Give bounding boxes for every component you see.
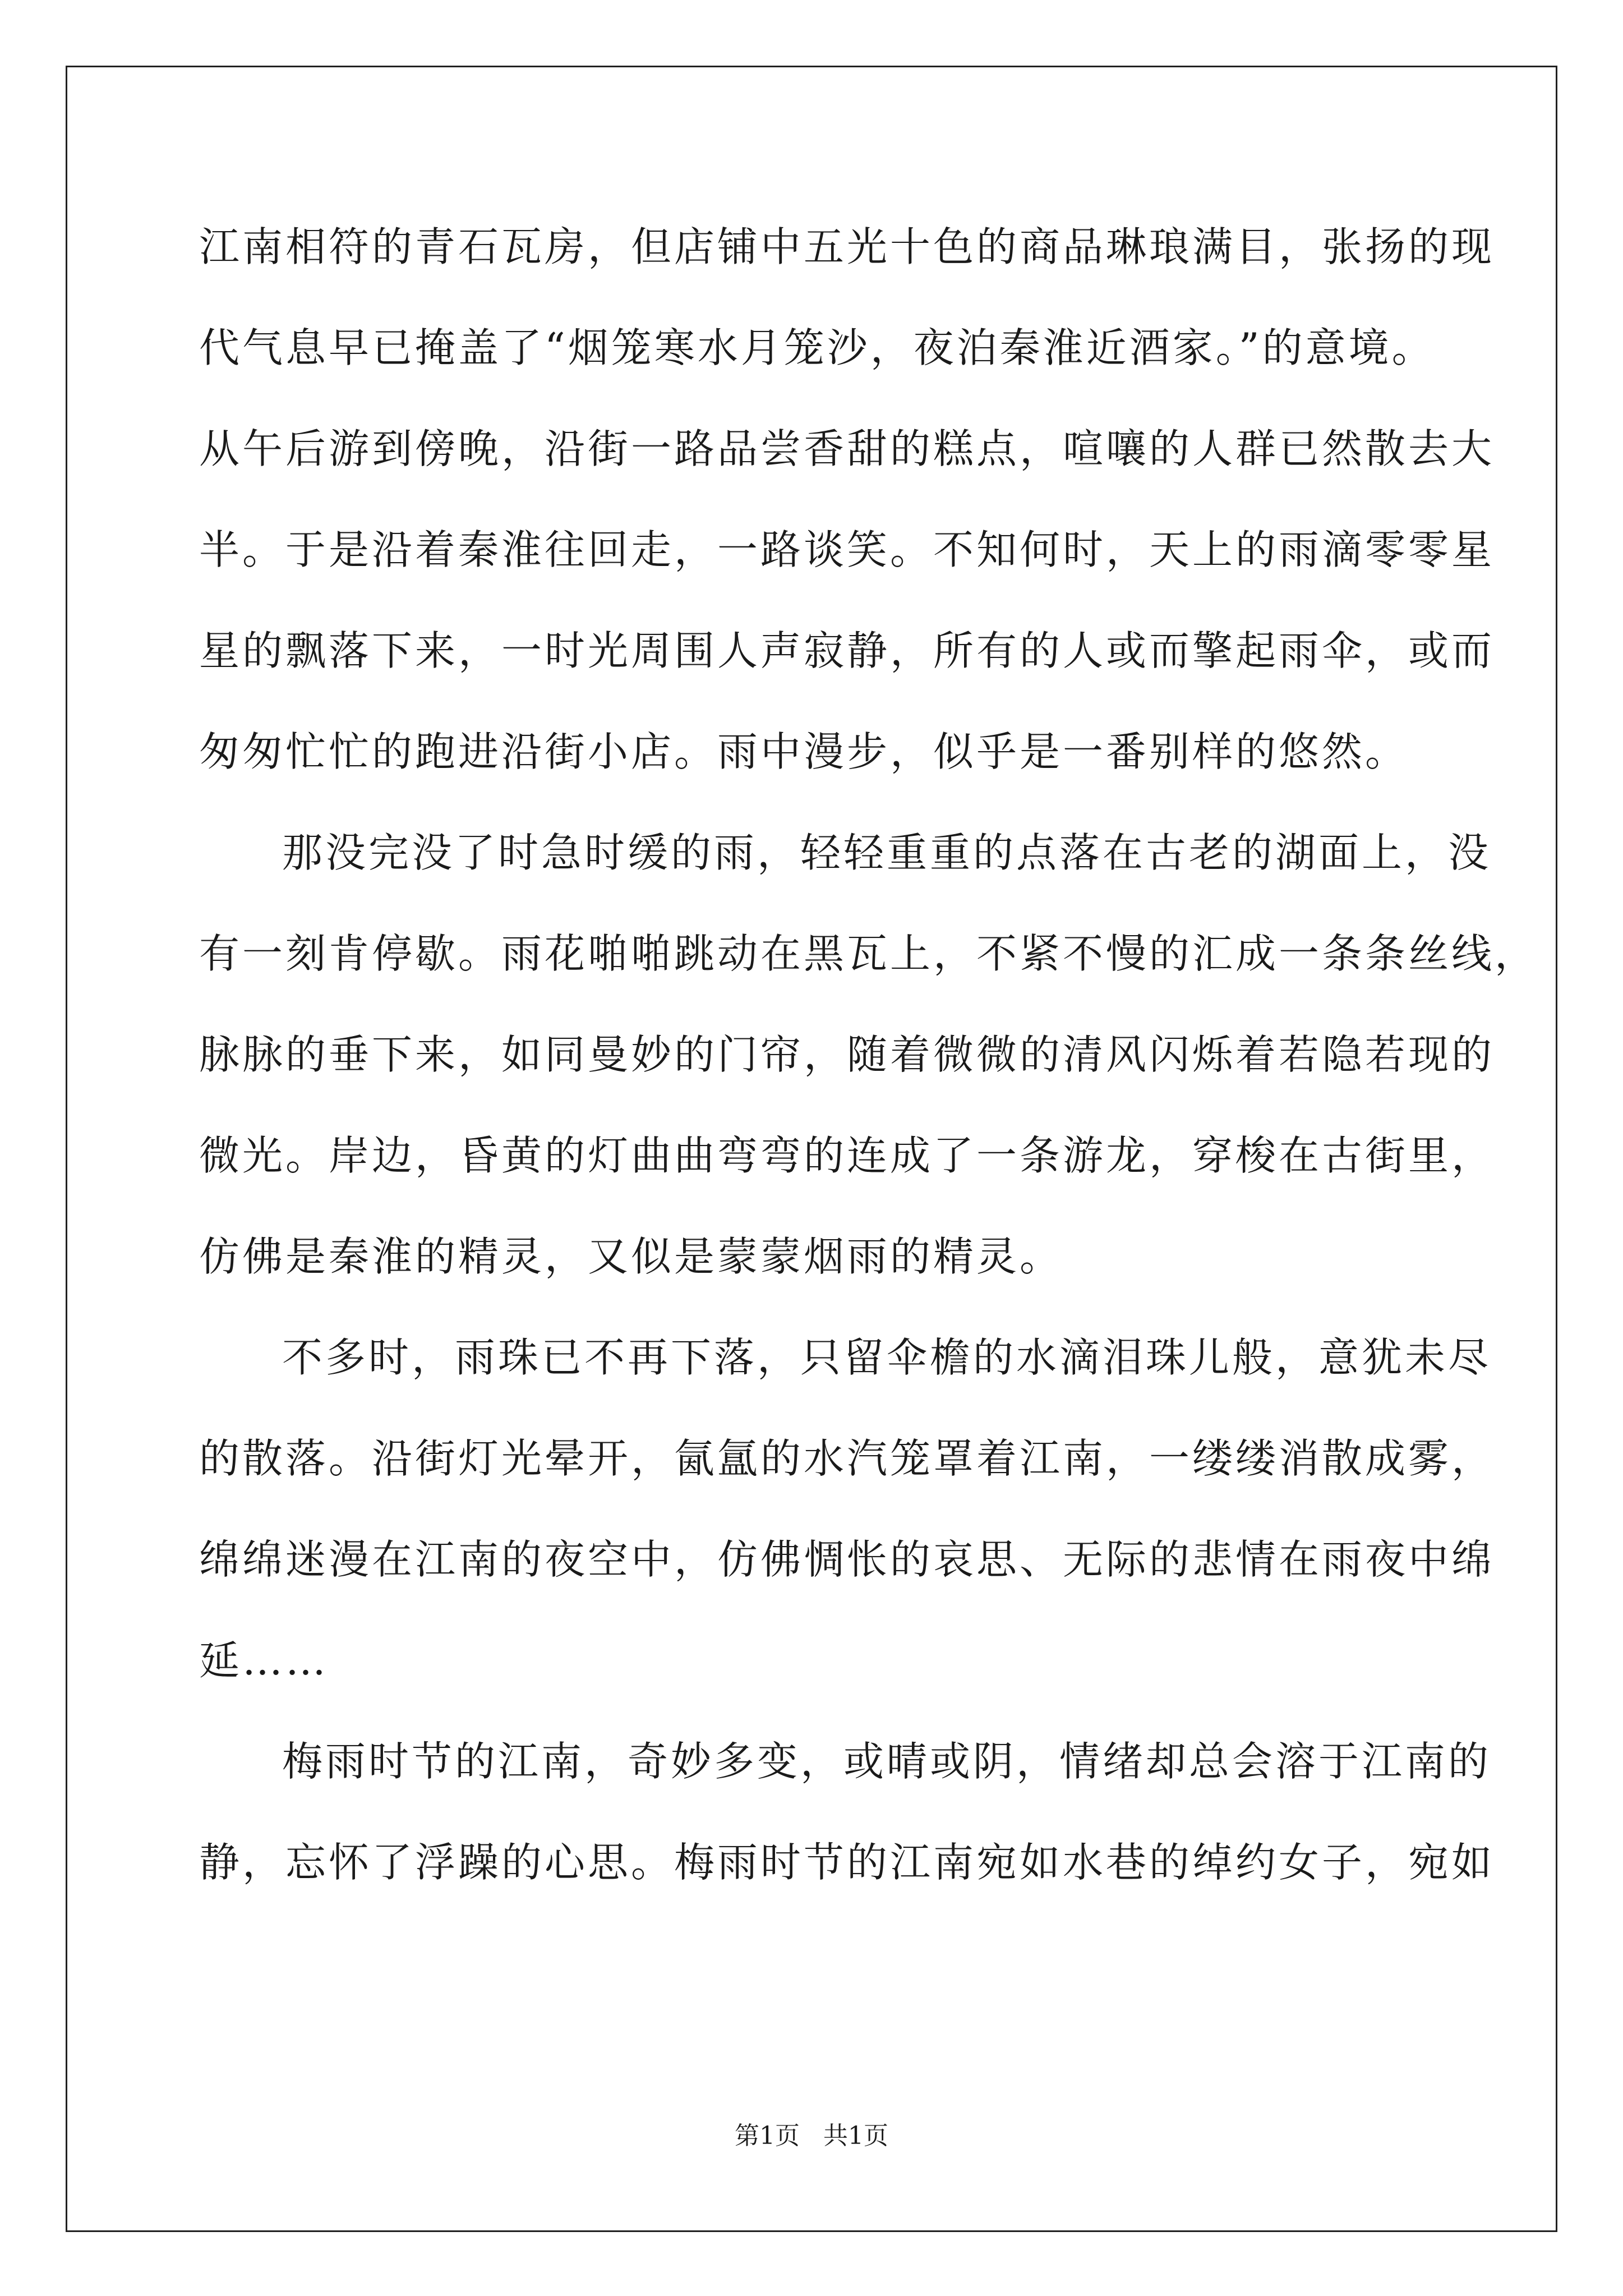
text-line: 绵绵迷漫在江南的夜空中，仿佛惆怅的哀思、无际的悲情在雨夜中绵 <box>199 1536 1495 1583</box>
text-line: 星的飘落下来，一时光周围人声寂静，所有的人或而擎起雨伞，或而 <box>199 627 1495 674</box>
text-line: 匆匆忙忙的跑进沿街小店。雨中漫步，似乎是一番别样的悠然。 <box>199 728 1409 775</box>
text-line: 有一刻肯停歇。雨花啪啪跳动在黑瓦上，不紧不慢的汇成一条条丝线， <box>199 930 1538 977</box>
paragraph-first-line: 那没完没了时急时缓的雨，轻轻重重的点落在古老的湖面上，没 <box>282 829 1492 876</box>
paragraph-first-line: 梅雨时节的江南，奇妙多变，或晴或阴，情绪却总会溶于江南的 <box>282 1738 1492 1785</box>
text-line: 从午后游到傍晚，沿街一路品尝香甜的糕点，喧嚷的人群已然散去大 <box>199 425 1495 472</box>
text-line: 静，忘怀了浮躁的心思。梅雨时节的江南宛如水巷的绰约女子，宛如 <box>199 1839 1495 1886</box>
paragraph-first-line: 不多时，雨珠已不再下落，只留伞檐的水滴泪珠儿般，意犹未尽 <box>282 1334 1492 1381</box>
text-line: 代气息早已掩盖了“烟笼寒水月笼沙，夜泊秦淮近酒家。”的意境。 <box>199 324 1435 371</box>
text-line: 江南相符的青石瓦房，但店铺中五光十色的商品琳琅满目，张扬的现 <box>199 223 1495 270</box>
text-line: 延…… <box>199 1637 329 1684</box>
text-line: 仿佛是秦淮的精灵，又似是蒙蒙烟雨的精灵。 <box>199 1233 1063 1280</box>
text-line: 微光。岸边，昏黄的灯曲曲弯弯的连成了一条游龙，穿梭在古街里， <box>199 1132 1495 1179</box>
text-line: 的散落。沿街灯光晕开，氤氲的水汽笼罩着江南，一缕缕消散成雾， <box>199 1435 1495 1482</box>
text-line: 半。于是沿着秦淮往回走，一路谈笑。不知何时，天上的雨滴零零星 <box>199 526 1495 573</box>
page-footer: 第1页 共1页 <box>735 2122 888 2150</box>
text-line: 脉脉的垂下来，如同曼妙的门帘，随着微微的清风闪烁着若隐若现的 <box>199 1031 1495 1078</box>
